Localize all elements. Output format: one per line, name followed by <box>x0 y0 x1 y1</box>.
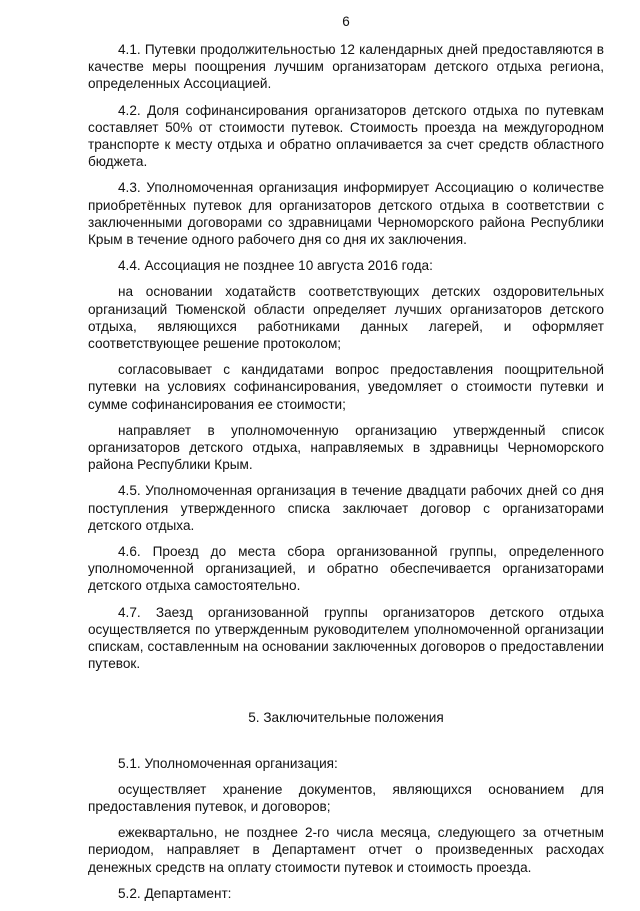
paragraph-4-3: 4.3. Уполномоченная организация информирует Ассоциацию о количестве приобретённых путевок для организаторов детского отдыха в соответствии с заключенными договорами со здравницами Черноморского района Республики Крым в течение одного рабочего дня со дня их заключения. <box>88 180 604 248</box>
paragraph-4-4-item-1: на основании ходатайств соответствующих детских оздоровительных организаций Тюменской области определяет лучших организаторов детского отдыха, являющихся работниками данных лагерей, и оформляет соответствующее решение протоколом; <box>88 284 604 352</box>
paragraph-4-5: 4.5. Уполномоченная организация в течение двадцати рабочих дней со дня поступления утвержденного списка заключает договор с организаторами детского отдыха. <box>88 483 604 533</box>
paragraph-4-7: 4.7. Заезд организованной группы организаторов детского отдыха осуществляется по утвержденным руководителем уполномоченной организации спискам, составленным на основании заключенных договоров о предоставлении путевок. <box>88 604 604 672</box>
paragraph-4-1: 4.1. Путевки продолжительностью 12 календарных дней предоставляются в качестве меры поощрения лучшим организаторам детского отдыха региона, определенных Ассоциацией. <box>88 42 604 92</box>
page-number: 6 <box>342 14 350 29</box>
paragraph-4-4-item-3: направляет в уполномоченную организацию утвержденный список организаторов детского отдыха, направляемых в здравницы Черноморского района Республики Крым. <box>88 422 604 473</box>
paragraph-5-2: 5.2. Департамент: <box>118 885 232 901</box>
paragraph-4-2: 4.2. Доля софинансирования организаторов детского отдыха по путевкам составляет 50% от стоимости путевок. Стоимость проезда на междугородном транспорте к месту отдыха и обратно оплачивается за счет средств областного бюджета. <box>88 102 604 170</box>
paragraph-5-1: 5.1. Уполномоченная организация: <box>118 755 338 771</box>
paragraph-5-1-item-1: осуществляет хранение документов, являющихся основанием для предоставления путевок, и договоров; <box>88 781 604 814</box>
paragraph-5-1-item-2: ежеквартально, не позднее 2-го числа месяца, следующего за отчетным периодом, направляет в Департамент отчет о произведенных расходах денежных средств на оплату стоимости путевок и стоимость проезда. <box>88 825 604 875</box>
document-page <box>88 14 604 911</box>
paragraph-4-4: 4.4. Ассоциация не позднее 10 августа 2016 года: <box>118 258 433 274</box>
paragraph-4-4-item-2: согласовывает с кандидатами вопрос предоставления поощрительной путевки на условиях софинансирования, уведомляет о стоимости путевки и сумме софинансирования ее стоимости; <box>88 362 604 412</box>
paragraph-4-6: 4.6. Проезд до места сбора организованной группы, определенного уполномоченной организацией, и обратно обеспечивается организаторами детского отдыха самостоятельно. <box>88 544 604 594</box>
section-heading: 5. Заключительные положения <box>248 709 444 725</box>
